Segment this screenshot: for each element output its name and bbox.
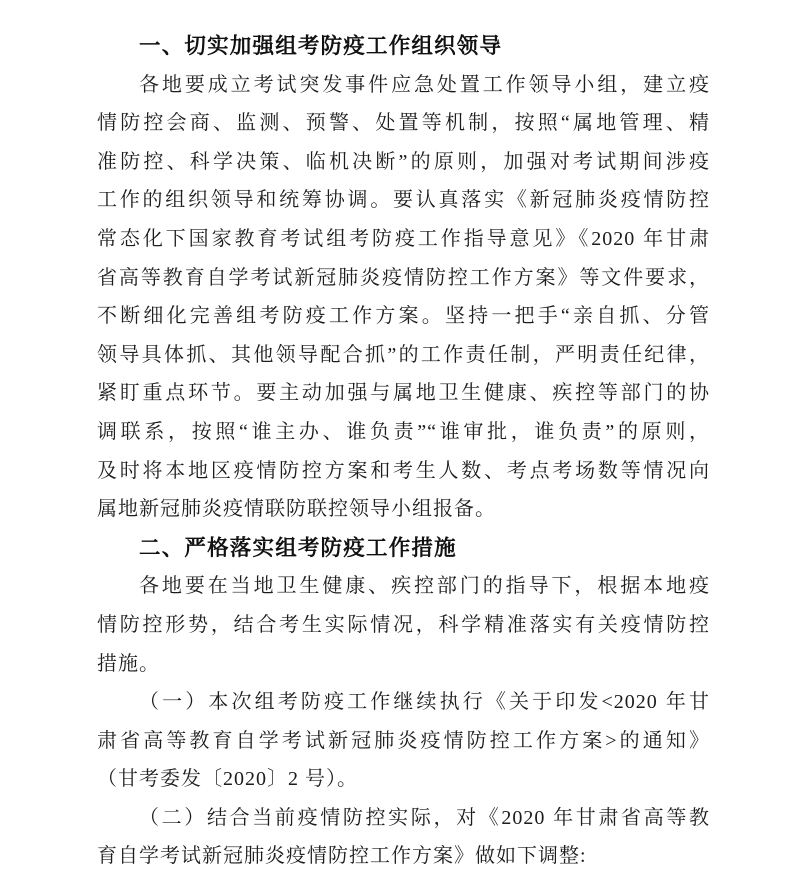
text-line: 各地要在当地卫生健康、疾控部门的指导下，根据本地疫 [139, 575, 710, 598]
text-line: 常态化下国家教育考试组考防疫工作指导意见》《2020 年甘肃 [97, 227, 710, 250]
text-line: （甘考委发〔2020〕2 号）。 [97, 768, 358, 791]
text-line: 不断细化完善组考防疫工作方案。坚持一把手“亲自抓、分管 [97, 305, 710, 328]
text-line: 及时将本地区疫情防控方案和考生人数、考点考场数等情况向 [97, 459, 710, 482]
text-line: 属地新冠肺炎疫情联防联控领导小组报备。 [97, 498, 496, 521]
text-line: （一）本次组考防疫工作继续执行《关于印发<2020 年甘 [139, 691, 710, 714]
section-heading-2: 二、严格落实组考防疫工作措施 [139, 535, 457, 560]
text-line: 各地要成立考试突发事件应急处置工作领导小组，建立疫 [139, 73, 710, 96]
text-line: 情防控形势，结合考生实际情况，科学精准落实有关疫情防控 [97, 613, 710, 636]
text-line: 调联系，按照“谁主办、谁负责”“谁审批，谁负责”的原则， [97, 420, 710, 443]
text-line: 情防控会商、监测、预警、处置等机制，按照“属地管理、精 [97, 112, 710, 135]
text-line: 肃省高等教育自学考试新冠肺炎疫情防控工作方案>的通知》 [97, 729, 710, 752]
section-heading-1: 一、切实加强组考防疫工作组织领导 [139, 34, 503, 58]
text-line: 育自学考试新冠肺炎疫情防控工作方案》做如下调整: [97, 845, 587, 868]
text-line: 省高等教育自学考试新冠肺炎疫情防控工作方案》等文件要求， [97, 266, 710, 289]
text-line: 工作的组织领导和统筹协调。要认真落实《新冠肺炎疫情防控 [97, 189, 710, 212]
text-line: （二）结合当前疫情防控实际，对《2020 年甘肃省高等教 [139, 806, 710, 829]
document-text-block [97, 27, 710, 876]
text-line: 准防控、科学决策、临机决断”的原则，加强对考试期间涉疫 [97, 150, 710, 173]
text-line: 措施。 [97, 652, 160, 675]
text-line: 紧盯重点环节。要主动加强与属地卫生健康、疾控等部门的协 [97, 382, 710, 405]
text-line: 领导具体抓、其他领导配合抓”的工作责任制，严明责任纪律， [97, 343, 710, 366]
